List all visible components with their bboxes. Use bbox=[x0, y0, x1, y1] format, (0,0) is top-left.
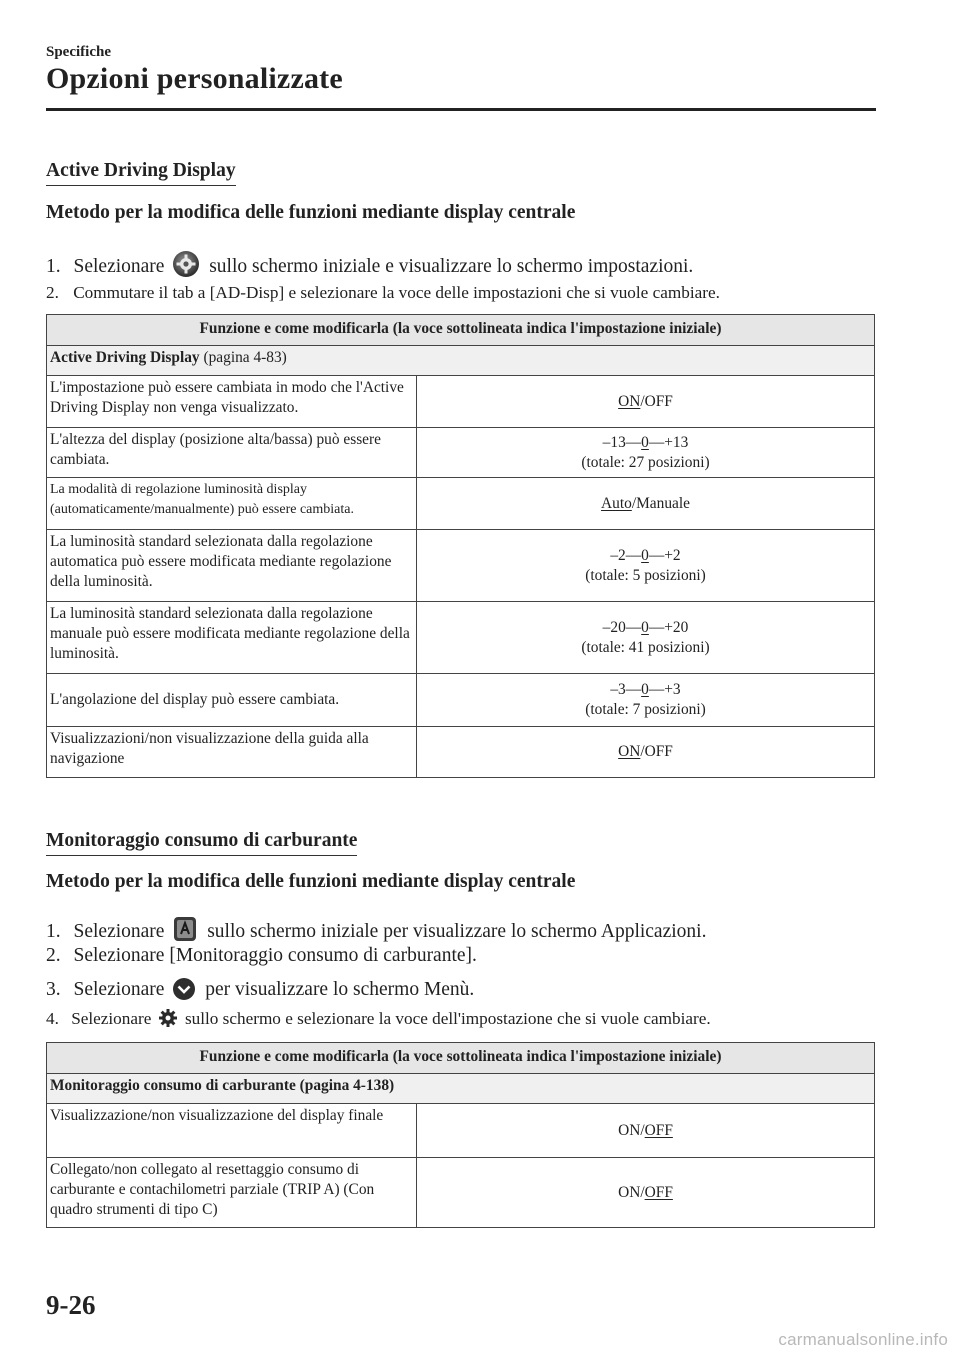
subheader-title: Active Driving Display bbox=[50, 349, 200, 366]
step-number: 4. bbox=[46, 1009, 59, 1028]
row-description: Visualizzazioni/non visualizzazione della guida alla navigazione bbox=[47, 727, 417, 778]
step-text: Commutare il tab a [AD-Disp] e selezionare la voce delle impostazioni che si vuole cambiare. bbox=[73, 283, 720, 302]
value-total: (totale: 5 posizioni) bbox=[585, 566, 706, 584]
value-suffix: —+2 bbox=[648, 546, 681, 564]
row-value bbox=[417, 530, 875, 602]
step-text: sullo schermo iniziale e visualizzare lo schermo impostazioni. bbox=[209, 256, 694, 277]
row-description: La modalità di regolazione luminosità display (automaticamente/manualmente) può essere cambiata. bbox=[47, 478, 417, 530]
applications-icon bbox=[172, 915, 198, 949]
row-value bbox=[417, 674, 875, 727]
row-value bbox=[417, 1104, 875, 1158]
value-default: OFF bbox=[644, 1121, 673, 1139]
step-number: 2. bbox=[46, 283, 59, 302]
row-description: Visualizzazione/non visualizzazione del display finale bbox=[47, 1104, 417, 1158]
row-description: La luminosità standard selezionata dalla regolazione manuale può essere modificata mediante regolazione della luminosità. bbox=[47, 602, 417, 674]
table-row bbox=[47, 727, 875, 778]
value-total: (totale: 27 posizioni) bbox=[581, 453, 710, 471]
row-description: Collegato/non collegato al resettaggio consumo di carburante e contachilometri parziale (TRIP A) (Con quadro strumenti di tipo C) bbox=[47, 1158, 417, 1228]
value-default: 0 bbox=[641, 681, 649, 698]
gear-icon bbox=[158, 1008, 178, 1033]
table-subheader bbox=[47, 346, 875, 376]
section-heading-fuel-monitor: Monitoraggio consumo di carburante bbox=[46, 830, 357, 856]
step-text: per visualizzare lo schermo Menù. bbox=[205, 979, 475, 1000]
settings-table-active-driving-display bbox=[46, 314, 875, 778]
value-default: 0 bbox=[641, 618, 649, 636]
table-subheader: Monitoraggio consumo di carburante (pagina 4-138) bbox=[47, 1074, 875, 1104]
step-number: 1. bbox=[46, 256, 61, 277]
row-value bbox=[417, 602, 875, 674]
page-title: Opzioni personalizzate bbox=[46, 62, 343, 95]
subheader-page-ref: (pagina 4-83) bbox=[199, 349, 287, 366]
title-rule bbox=[46, 108, 876, 111]
value-default: Auto bbox=[601, 494, 632, 512]
row-value bbox=[417, 428, 875, 478]
step-text: sullo schermo e selezionare la voce dell'impostazione che si vuole cambiare. bbox=[184, 1009, 711, 1028]
step-text: Selezionare bbox=[73, 921, 165, 942]
step-2 bbox=[46, 945, 477, 967]
step-text: Selezionare [Monitoraggio consumo di carburante]. bbox=[73, 945, 477, 966]
row-value bbox=[417, 478, 875, 530]
row-value bbox=[417, 727, 875, 778]
value-suffix: —+3 bbox=[648, 681, 681, 698]
value-suffix: —+20 bbox=[648, 618, 689, 636]
step-1 bbox=[46, 250, 693, 284]
table-header: Funzione e come modificarla (la voce sottolineata indica l'impostazione iniziale) bbox=[47, 315, 875, 346]
step-2 bbox=[46, 283, 720, 303]
row-description: L'altezza del display (posizione alta/bassa) può essere cambiata. bbox=[47, 428, 417, 478]
section-subheading: Metodo per la modifica delle funzioni mediante display centrale bbox=[46, 202, 576, 223]
table-row bbox=[47, 428, 875, 478]
value-prefix: –20— bbox=[602, 618, 642, 636]
value-default: ON bbox=[618, 392, 641, 410]
watermark: carmanualsonline.info bbox=[778, 1330, 948, 1349]
value-default: 0 bbox=[641, 433, 649, 451]
step-text: sullo schermo iniziale per visualizzare lo schermo Applicazioni. bbox=[207, 921, 707, 942]
value-prefix: –2— bbox=[610, 546, 642, 564]
value-suffix: /OFF bbox=[640, 392, 673, 410]
value-suffix: —+13 bbox=[648, 433, 689, 451]
step-text: Selezionare bbox=[73, 256, 165, 277]
chevron-down-icon bbox=[172, 977, 196, 1007]
step-text: Selezionare bbox=[71, 1009, 152, 1028]
value-total: (totale: 41 posizioni) bbox=[581, 638, 710, 656]
table-row bbox=[47, 530, 875, 602]
table-row bbox=[47, 602, 875, 674]
table-row bbox=[47, 1104, 875, 1158]
row-value bbox=[417, 376, 875, 428]
table-header: Funzione e come modificarla (la voce sottolineata indica l'impostazione iniziale) bbox=[47, 1043, 875, 1074]
settings-gear-icon bbox=[172, 250, 200, 284]
value-prefix: ON/ bbox=[618, 1183, 645, 1201]
value-default: 0 bbox=[641, 546, 649, 564]
step-number: 2. bbox=[46, 945, 61, 966]
step-4 bbox=[46, 1008, 711, 1033]
table-row bbox=[47, 478, 875, 530]
value-default: ON bbox=[618, 743, 641, 760]
row-value bbox=[417, 1158, 875, 1228]
step-number: 3. bbox=[46, 979, 61, 1000]
table-row bbox=[47, 376, 875, 428]
step-text: Selezionare bbox=[73, 979, 165, 1000]
page-number: 9-26 bbox=[46, 1290, 96, 1320]
value-suffix: /Manuale bbox=[631, 494, 690, 512]
step-3 bbox=[46, 977, 474, 1007]
value-default: OFF bbox=[644, 1183, 673, 1201]
settings-table-fuel-monitor bbox=[46, 1042, 875, 1228]
row-description: L'impostazione può essere cambiata in modo che l'Active Driving Display non venga visualizzato. bbox=[47, 376, 417, 428]
step-number: 1. bbox=[46, 921, 61, 942]
step-1 bbox=[46, 915, 706, 949]
table-row bbox=[47, 1158, 875, 1228]
row-description: L'angolazione del display può essere cambiata. bbox=[47, 674, 417, 727]
value-prefix: ON/ bbox=[618, 1121, 645, 1139]
section-label: Specifiche bbox=[46, 44, 111, 60]
table-row bbox=[47, 674, 875, 727]
value-total: (totale: 7 posizioni) bbox=[585, 701, 706, 718]
section-heading-active-driving-display: Active Driving Display bbox=[46, 160, 236, 186]
row-description: La luminosità standard selezionata dalla regolazione automatica può essere modificata mediante regolazione della luminosità. bbox=[47, 530, 417, 602]
value-suffix: /OFF bbox=[640, 743, 673, 760]
value-prefix: –13— bbox=[602, 433, 642, 451]
value-prefix: –3— bbox=[610, 681, 642, 698]
section-subheading: Metodo per la modifica delle funzioni mediante display centrale bbox=[46, 871, 576, 892]
